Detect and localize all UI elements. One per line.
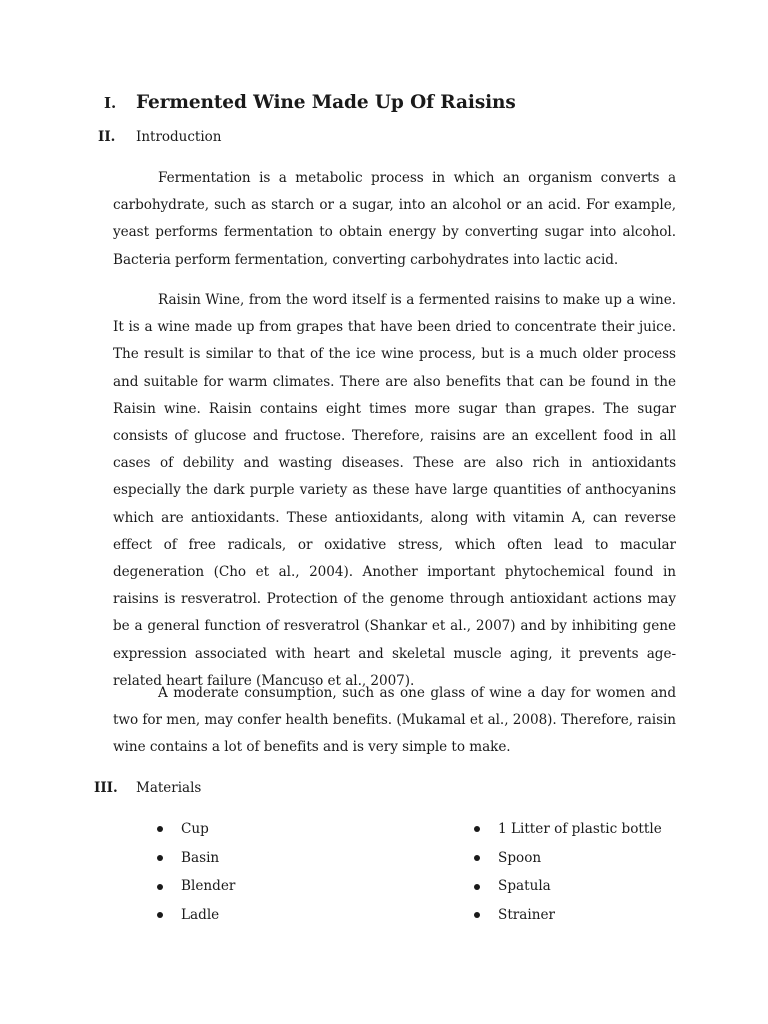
list-item <box>474 844 662 873</box>
list-item <box>157 844 235 873</box>
list-item-text: 1 Litter of plastic bottle <box>498 821 662 837</box>
section-numeral: II. <box>98 129 116 145</box>
list-item-text: Cup <box>181 821 209 837</box>
list-item <box>474 872 662 901</box>
bullet-icon <box>157 855 163 861</box>
section-introduction-heading <box>98 129 222 145</box>
section-heading-text: Introduction <box>136 129 222 145</box>
bullet-icon <box>474 912 480 918</box>
list-item-text: Spatula <box>498 878 551 895</box>
materials-list-left <box>157 815 235 930</box>
list-item <box>474 901 662 930</box>
bullet-icon <box>157 912 163 918</box>
list-item-text: Basin <box>181 849 220 866</box>
section-numeral: III. <box>94 780 118 796</box>
title-text: Fermented Wine Made Up Of Raisins <box>136 92 516 113</box>
list-item-text: Spoon <box>498 849 542 866</box>
list-item <box>157 901 235 930</box>
materials-list-right <box>474 815 662 930</box>
bullet-icon <box>474 884 480 890</box>
bullet-icon <box>157 884 163 890</box>
list-item-text: Ladle <box>181 907 220 924</box>
list-item <box>157 872 235 901</box>
list-item-text: Blender <box>181 878 236 895</box>
list-item-text: Strainer <box>498 907 556 924</box>
section-heading-text: Materials <box>136 780 202 796</box>
list-item <box>474 815 662 844</box>
paragraph-raisin-wine: Raisin Wine, from the word itself is a fermented raisins to make up a wine. It is a wine made up from grapes that have been dried to concentrate their juice. The result is similar to that of the ice wine process, but is a much older process and suitable for warm climates. There are also benefits that can be found in the Raisin wine. Raisin contains eight times more sugar than grapes. The sugar consists of glucose and fructose. Therefore, raisins are an excellent food in all cases of debility and wasting diseases. These are also rich in antioxidants especially the dark purple variety as these have large quantities of anthocyanins which are antioxidants. These antioxidants, along with vitamin A, can reverse effect of free radicals, or oxidative stress, which often lead to macular degeneration (Cho et al., 2004). Another important phytochemical found in raisins is resveratrol. Protection of the genome through antioxidant actions may be a general function of resveratrol (Shankar et al., 2007) and by inhibiting gene expression associated with heart and skeletal muscle aging, it prevents age-related heart failure (Mancuso et al., 2007). <box>113 292 676 689</box>
section-materials-heading <box>94 780 201 796</box>
bullet-icon <box>474 826 480 832</box>
document-title <box>104 92 516 113</box>
paragraph-fermentation: Fermentation is a metabolic process in which an organism converts a carbohydrate, such as starch or a sugar, into an alcohol or an acid. For example, yeast performs fermentation to obtain energy by converting sugar into alcohol. Bacteria perform fermentation, converting carbohydrates into lactic acid. <box>113 170 676 268</box>
paragraph-moderate-consumption: A moderate consumption, such as one glass of wine a day for women and two for men, may confer health benefits. (Mukamal et al., 2008). Therefore, raisin wine contains a lot of benefits and is very simple to make. <box>113 685 676 756</box>
bullet-icon <box>157 826 163 832</box>
title-numeral: I. <box>104 94 117 112</box>
bullet-icon <box>474 855 480 861</box>
list-item <box>157 815 235 844</box>
